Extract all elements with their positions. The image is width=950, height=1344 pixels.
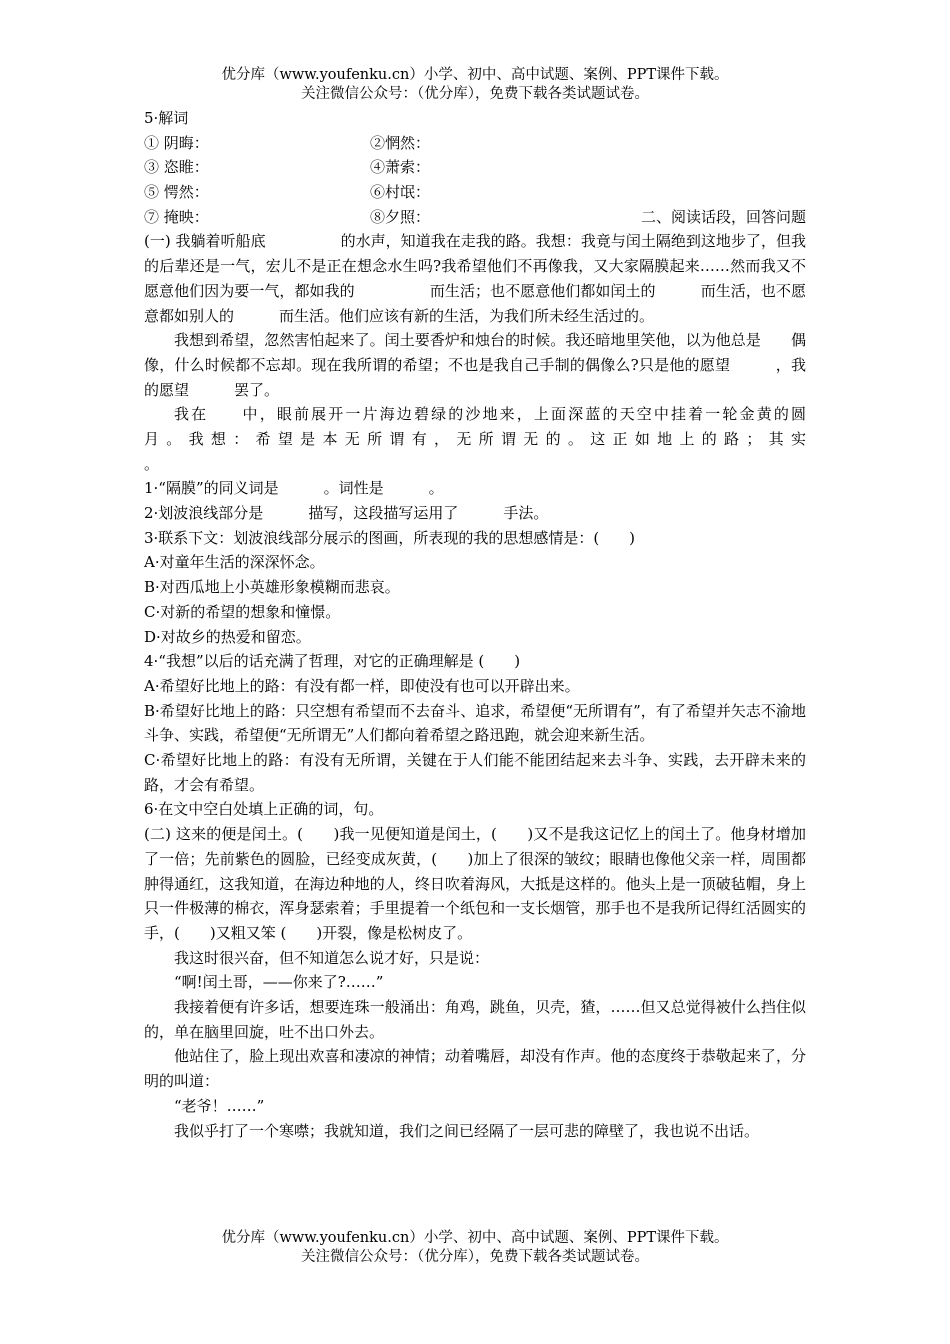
vocab-row [144, 131, 806, 156]
passage-1-paragraph-3-line-3: 。 [144, 454, 160, 473]
question-2: 2·划波浪线部分是 描写，这段描写运用了 手法。 [144, 504, 549, 523]
section-heading-reading: 二、阅读话段，回答问题 [640, 207, 806, 226]
passage-2-paragraph-1: (二) 这来的便是闰土。( )我一见便知道是闰土，( )又不是我这记忆上的闰土了。他身材增加了一倍；先前紫色的圆脸，已经变成灰黄，( )加上了很深的皱纹；眼睛也像他父亲一样，周围都肿得通红，这我知道，在海边种地的人，终日吹着海风，大抵是这样的。他头上是一顶破毡帽，身上只一件极薄的棉衣，浑身瑟索着；手里提着一个纸包和一支长烟管，那手也不是我所记得红活圆实的手，( )又粗又笨 ( )开裂，像是松树皮了。 [144, 825, 806, 942]
question-3-option-a: A·对童年生活的深深怀念。 [144, 553, 325, 572]
passage-2-paragraph-6: “老爷！……” [174, 1096, 265, 1115]
vocab-term: ③ 恣睢： [144, 158, 209, 177]
vocab-title: 5·解词 [144, 109, 189, 127]
passage-2-paragraph-2: 我这时很兴奋，但不知道怎么说才好，只是说： [174, 948, 490, 967]
passage-2-paragraph-3: “啊!闰土哥，——你来了?……” [174, 973, 384, 992]
vocab-term: ⑧夕照： [370, 207, 431, 226]
vocab-row [144, 180, 806, 205]
passage-2-paragraph-4: 我接着便有许多话，想要连珠一般涌出：角鸡，跳鱼，贝壳，猹，……但又总觉得被什么挡住似的，单在脑里回旋，吐不出口外去。 [144, 998, 806, 1041]
vocab-term: ②惘然： [370, 133, 431, 152]
vocab-term: ① 阴晦： [144, 133, 209, 152]
vocab-term: ⑥村氓： [370, 183, 431, 202]
passage-1-paragraph-3-line-2: 月。我想：希望是本无所谓有，无所谓无的。这正如地上的路；其实 [144, 430, 806, 449]
vocab-term: ⑤ 愕然： [144, 183, 209, 202]
question-6: 6·在文中空白处填上正确的词，句。 [144, 800, 384, 819]
question-4-option-c: C·希望好比地上的路：有没有无所谓，关键在于人们能不能团结起来去斗争、实践，去开辟未来的路，才会有希望。 [144, 751, 806, 794]
footer-line-1: 优分库（www.youfenku.cn）小学、初中、高中试题、案例、PPT课件下载。 [221, 1230, 729, 1246]
question-3-option-d: D·对故乡的热爱和留恋。 [144, 627, 311, 646]
passage-1-paragraph-1: (一) 我躺着听船底 的水声，知道我在走我的路。我想：我竟与闰土隔绝到这地步了，但我的后辈还是一气，宏儿不是正在想念水生吗?我希望他们不再像我，又大家隔膜起来……然而我又不愿意他们因为要一气，都如我的 而生活；也不愿意他们都如闰土的 而生活，也不愿意都如别人的 而生活。他们应该有新的生活，为我们所未经生活过的。 [144, 232, 806, 325]
passage-2-paragraph-5: 他站住了，脸上现出欢喜和凄凉的神情；动着嘴唇，却没有作声。他的态度终于恭敬起来了，分明的叫道： [144, 1047, 806, 1091]
question-4-option-b: B·希望好比地上的路：只空想有希望而不去奋斗、追求，希望便“无所谓有”，有了希望并矢志不渝地斗争、实践，希望便“无所谓无”人们都向着希望之路迅跑，就会迎来新生活。 [144, 701, 806, 745]
passage-2-paragraph-7: 我似乎打了一个寒噤；我就知道，我们之间已经隔了一层可悲的障壁了，我也说不出话。 [174, 1121, 760, 1140]
vocab-term: ⑦ 掩映： [144, 207, 209, 226]
vocab-row [144, 205, 806, 230]
page-footer [0, 1229, 950, 1267]
passage-1-paragraph-2: 我想到希望，忽然害怕起来了。闰土要香炉和烛台的时候。我还暗地里笑他，以为他总是 偶像，什么时候都不忘却。现在我所谓的希望；不也是我自己手制的偶像么?只是他的愿望 ，我的愿望 罢了。 [144, 331, 806, 399]
footer-line-2: 关注微信公众号：（优分库），免费下载各类试题试卷。 [301, 1249, 649, 1265]
question-4: 4·“我想”以后的话充满了哲理，对它的正确理解是 ( ) [144, 652, 521, 671]
document-body [144, 106, 806, 1143]
passage-1-paragraph-3-line-1: 我在 中，眼前展开一片海边碧绿的沙地来，上面深蓝的天空中挂着一轮金黄的圆 [174, 405, 806, 424]
page-header [0, 66, 950, 104]
question-1: 1·“隔膜”的同义词是 。词性是 。 [144, 479, 444, 498]
header-line-2: 关注微信公众号：（优分库），免费下载各类试题试卷。 [301, 86, 649, 102]
question-3-option-b: B·对西瓜地上小英雄形象模糊而悲哀。 [144, 578, 400, 597]
question-3-option-c: C·对新的希望的想象和憧憬。 [144, 602, 341, 621]
header-line-1: 优分库（www.youfenku.cn）小学、初中、高中试题、案例、PPT课件下载。 [221, 67, 729, 83]
question-4-option-a: A·希望好比地上的路：有没有都一样，即使没有也可以开辟出来。 [144, 676, 580, 695]
question-3: 3·联系下文：划波浪线部分展示的图画，所表现的我的思想感情是：( ) [144, 528, 636, 547]
vocab-term: ④萧索： [370, 158, 431, 177]
vocab-row [144, 155, 806, 180]
